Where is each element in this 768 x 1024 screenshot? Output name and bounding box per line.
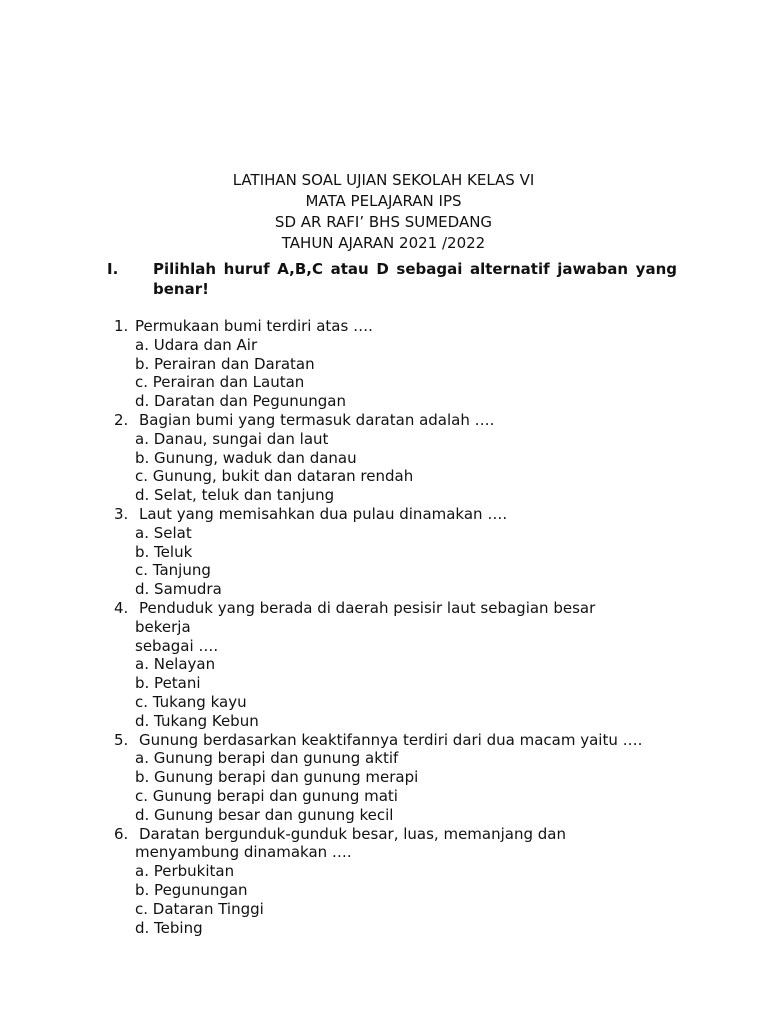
answer-option: c. Perairan dan Lautan xyxy=(135,373,305,392)
answer-option: a. Selat xyxy=(135,523,192,542)
question-item xyxy=(0,825,768,938)
question-number: 1. xyxy=(114,317,129,335)
section-number: I. xyxy=(107,260,119,278)
question-number: 4. xyxy=(114,598,129,617)
question-stem-continuation: menyambung dinamakan …. xyxy=(135,843,352,862)
answer-option: a. Nelayan xyxy=(135,655,216,674)
question-stem: Laut yang memisahkan dua pulau dinamakan …. xyxy=(139,504,508,523)
answer-option: a. Perbukitan xyxy=(135,862,235,881)
question-item xyxy=(0,731,768,825)
answer-option: d. Samudra xyxy=(135,580,222,599)
question-item xyxy=(0,317,768,411)
answer-option: d. Tebing xyxy=(135,918,203,937)
document-header xyxy=(0,170,768,254)
question-list xyxy=(0,317,768,937)
question-item xyxy=(0,599,768,731)
answer-option: d. Gunung besar dan gunung kecil xyxy=(135,805,394,824)
question-stem: Daratan bergunduk-gunduk besar, luas, memanjang dan xyxy=(139,824,566,843)
answer-option: b. Petani xyxy=(135,674,201,693)
question-stem-continuation: sebagai …. xyxy=(135,636,219,655)
question-number: 6. xyxy=(114,824,129,843)
question-number: 3. xyxy=(114,504,129,523)
answer-option: a. Udara dan Air xyxy=(135,335,258,354)
question-number: 5. xyxy=(114,730,129,749)
answer-option: c. Dataran Tinggi xyxy=(135,899,264,918)
answer-option: b. Perairan dan Daratan xyxy=(135,354,315,373)
answer-option: c. Gunung berapi dan gunung mati xyxy=(135,786,398,805)
question-stem: Gunung berdasarkan keaktifannya terdiri dari dua macam yaitu …. xyxy=(139,730,643,749)
answer-option: d. Tukang Kebun xyxy=(135,711,259,730)
answer-option: c. Tukang kayu xyxy=(135,692,247,711)
section-instruction-text: Pilihlah huruf A,B,C atau D sebagai alternatif jawaban yang benar! xyxy=(153,260,677,298)
answer-option: c. Gunung, bukit dan dataran rendah xyxy=(135,467,414,486)
header-subject: MATA PELAJARAN IPS xyxy=(305,192,462,210)
header-title: LATIHAN SOAL UJIAN SEKOLAH KELAS VI xyxy=(232,171,535,189)
answer-option: c. Tanjung xyxy=(135,561,211,580)
question-stem: Bagian bumi yang termasuk daratan adalah …. xyxy=(139,410,495,429)
answer-option: b. Pegunungan xyxy=(135,880,248,899)
header-year: TAHUN AJARAN 2021 /2022 xyxy=(281,234,486,252)
question-number: 2. xyxy=(114,410,129,429)
question-stem: Permukaan bumi terdiri atas …. xyxy=(135,317,373,335)
question-item xyxy=(0,505,768,599)
header-school: SD AR RAFI’ BHS SUMEDANG xyxy=(274,213,493,231)
answer-option: a. Gunung berapi dan gunung aktif xyxy=(135,749,399,768)
answer-option: b. Teluk xyxy=(135,542,193,561)
answer-option: d. Daratan dan Pegunungan xyxy=(135,392,347,411)
answer-option: a. Danau, sungai dan laut xyxy=(135,429,329,448)
question-stem: Penduduk yang berada di daerah pesisir laut sebagian besar bekerja xyxy=(135,598,596,636)
answer-option: b. Gunung, waduk dan danau xyxy=(135,448,357,467)
question-item xyxy=(0,411,768,505)
answer-option: b. Gunung berapi dan gunung merapi xyxy=(135,768,419,787)
answer-option: d. Selat, teluk dan tanjung xyxy=(135,486,335,505)
